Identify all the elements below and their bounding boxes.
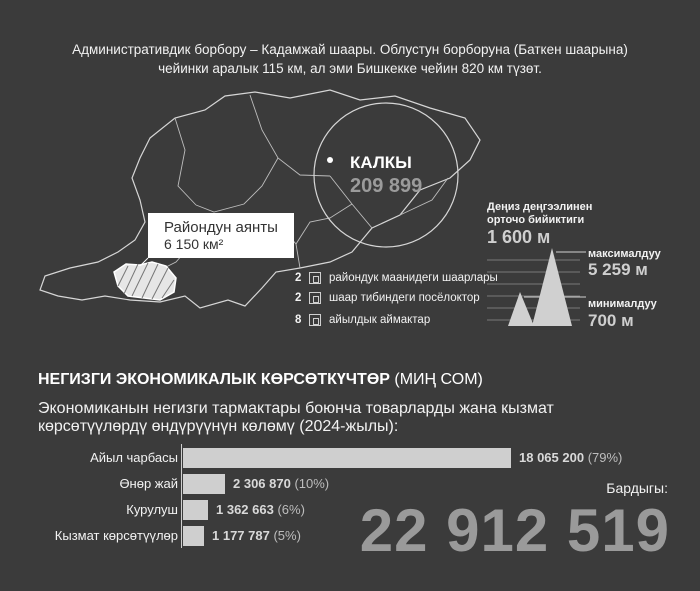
population-label: КАЛКЫ (350, 153, 412, 172)
bar (183, 474, 225, 494)
bar-share: (10%) (290, 476, 330, 491)
settlement-label: айылдык аймактар (329, 314, 431, 326)
settlement-count: 2 (295, 272, 302, 284)
elevation-min-value: 700 м (588, 311, 634, 330)
bar-share: (5%) (269, 528, 301, 543)
bar-value: 2 306 870 (233, 476, 291, 491)
village-building-icon (309, 314, 321, 326)
elevation-max-label: максималдуу (588, 248, 661, 260)
bar-value: 18 065 200 (519, 450, 585, 465)
population-value: 209 899 (350, 175, 423, 197)
elevation-average: 1 600 м (487, 227, 551, 247)
settlement-count: 2 (295, 292, 302, 304)
intro-text (60, 40, 640, 78)
elevation-label-line-1: Деңиз деңгээлинен (487, 201, 593, 213)
chart-title: Экономиканын негизги тармактары боюнча товарларды жана кызмат көрсөтүүлөрдү өндүрүүнүн көлөмү (2024-жылы): (38, 400, 554, 435)
settlement-row-cities (295, 272, 498, 284)
intro-line-2: чейинки аралык 115 км, ал эми Бишкекке чейин 820 км түзөт. (158, 61, 542, 76)
bar (183, 526, 204, 546)
bar-category-label: Айыл чарбасы (90, 450, 178, 465)
total-value: 22 912 519 (359, 497, 670, 564)
district-highlight (114, 262, 176, 300)
bar-value: 1 362 663 (216, 502, 274, 517)
elevation-label (487, 201, 592, 227)
bar-share: (6%) (273, 502, 305, 517)
settlement-count: 8 (295, 314, 302, 326)
area-value: 6 150 км² (164, 236, 224, 252)
section-title-unit: (МИҢ СОМ) (389, 371, 483, 388)
area-callout (148, 213, 294, 258)
elevation-label-line-2: орточо бийиктиги (487, 214, 585, 226)
section-title (38, 371, 483, 389)
bar-category-label: Курулуш (126, 502, 178, 517)
total-label: Бардыгы: (606, 480, 668, 496)
town-building-icon (309, 292, 321, 304)
elevation-min-label: минималдуу (588, 298, 657, 310)
bar (183, 500, 208, 520)
bar-category-label: Кызмат көрсөтүүлөр (54, 528, 178, 543)
settlement-row-villages (295, 314, 430, 326)
bar-value: 1 177 787 (212, 528, 270, 543)
center-dot (327, 157, 333, 163)
settlement-row-towns (295, 292, 480, 304)
bar-value-label (233, 476, 329, 491)
intro-line-1: Административдик борбору – Кадамжай шаары. Облустун борборуна (Баткен шаарына) (72, 42, 628, 57)
settlement-label: райондук маанидеги шаарлары (329, 272, 498, 284)
settlement-label: шаар тибиндеги посёлоктор (329, 292, 480, 304)
bar-value-label (216, 502, 305, 517)
section-title-main: НЕГИЗГИ ЭКОНОМИКАЛЫК КӨРСӨТКҮЧТӨР (38, 371, 390, 388)
city-building-icon (309, 272, 321, 284)
bar (183, 448, 511, 468)
area-label: Райондун аянты (164, 219, 278, 236)
bar-value-label (519, 450, 622, 465)
chart-axis (181, 444, 182, 548)
elevation-max-value: 5 259 м (588, 260, 648, 279)
bar-share: (79%) (584, 450, 623, 465)
bar-value-label (212, 528, 301, 543)
bar-category-label: Өнөр жай (119, 476, 178, 491)
